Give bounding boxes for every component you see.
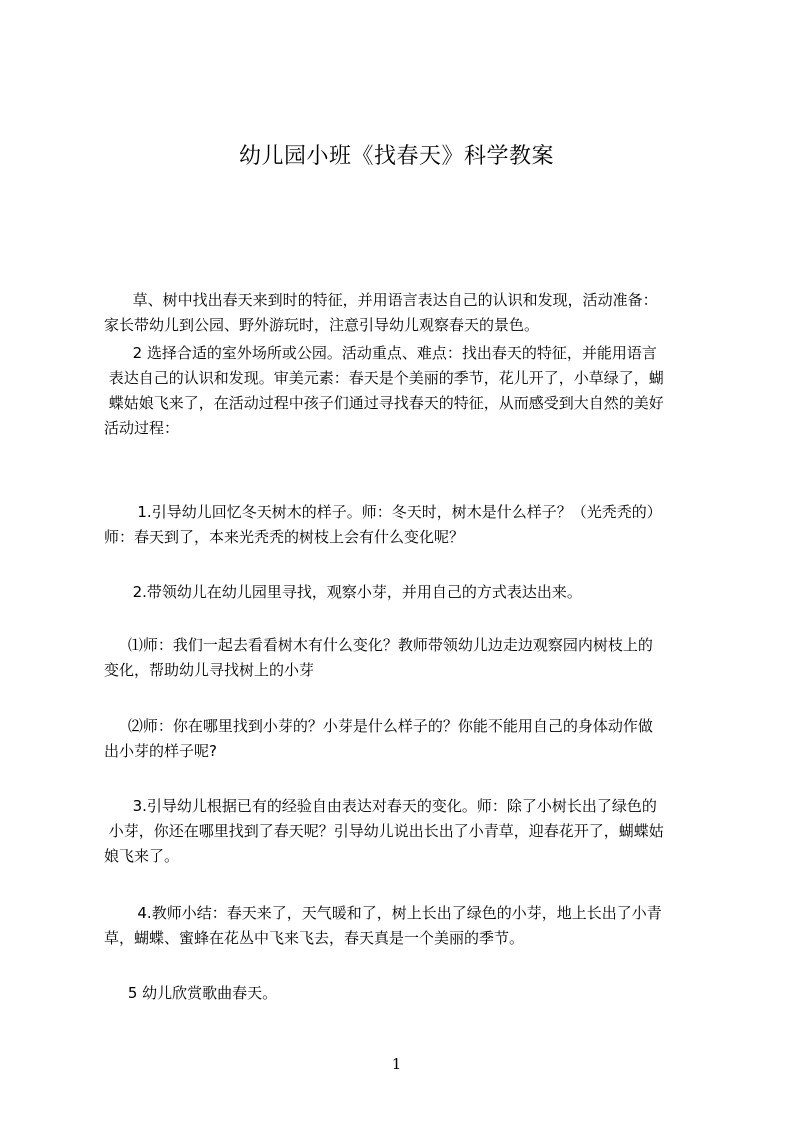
paragraph-substep-1	[104, 633, 714, 683]
paragraph-line: ⑵师：你在哪里找到小芽的？小芽是什么样子的？你能不能用自己的身体动作做	[104, 717, 653, 735]
paragraph-line: 3.引导幼儿根据已有的经验自由表达对春天的变化。师：除了小树长出了绿色的	[104, 797, 657, 815]
paragraph-line: 1.引导幼儿回忆冬天树木的样子。师：冬天时，树木是什么样子？（光秃秃的）	[104, 503, 662, 521]
paragraph-step-1	[104, 500, 714, 550]
paragraph-line: 出小芽的样子呢?	[104, 742, 217, 760]
paragraph-step-3	[104, 794, 714, 869]
paragraph-line: ⑴师：我们一起去看看树木有什么变化？教师带领幼儿边走边观察园内树枝上的	[104, 636, 653, 654]
paragraph-line: 草，蝴蝶、蜜蜂在花丛中飞来飞去，春天真是一个美丽的季节。	[104, 929, 525, 947]
paragraph-venue	[104, 341, 714, 441]
paragraph-step-4	[104, 901, 714, 951]
paragraph-line: 变化，帮助幼儿寻找树上的小芽	[104, 661, 315, 679]
paragraph-line: 表达自己的认识和发现。审美元素：春天是个美丽的季节，花儿开了，小草绿了，蝴	[104, 369, 664, 387]
paragraph-line: 蝶姑娘飞来了，在活动过程中孩子们通过寻找春天的特征，从而感受到大自然的美好	[104, 394, 664, 412]
paragraph-line: 2 选择合适的室外场所或公园。活动重点、难点：找出春天的特征，并能用语言	[104, 344, 657, 362]
paragraph-line: 活动过程：	[104, 419, 180, 437]
paragraph-line: 草、树中找出春天来到时的特征，并用语言表达自己的认识和发现，活动准备：	[104, 291, 658, 309]
paragraph-line: 2.带领幼儿在幼儿园里寻找，观察小芽，并用自己的方式表达出来。	[104, 583, 582, 601]
page-number: 1	[391, 1055, 402, 1073]
document-title: 幼儿园小班《找春天》科学教案	[238, 144, 554, 169]
paragraph-step-5	[104, 981, 714, 1006]
paragraph-substep-2	[104, 714, 714, 764]
paragraph-intro	[104, 288, 714, 338]
paragraph-line: 5 幼儿欣赏歌曲春天。	[104, 984, 278, 1002]
paragraph-line: 师：春天到了，本来光秃秃的树枝上会有什么变化呢？	[104, 528, 465, 546]
paragraph-line: 小芽，你还在哪里找到了春天呢？引导幼儿说出长出了小青草，迎春花开了，蝴蝶姑	[104, 822, 664, 840]
paragraph-line: 家长带幼儿到公园、野外游玩时，注意引导幼儿观察春天的景色。	[104, 316, 540, 334]
paragraph-line: 4.教师小结：春天来了，天气暖和了，树上长出了绿色的小芽，地上长出了小青	[104, 904, 662, 922]
paragraph-step-2	[104, 580, 714, 605]
paragraph-line: 娘飞来了。	[104, 847, 180, 865]
